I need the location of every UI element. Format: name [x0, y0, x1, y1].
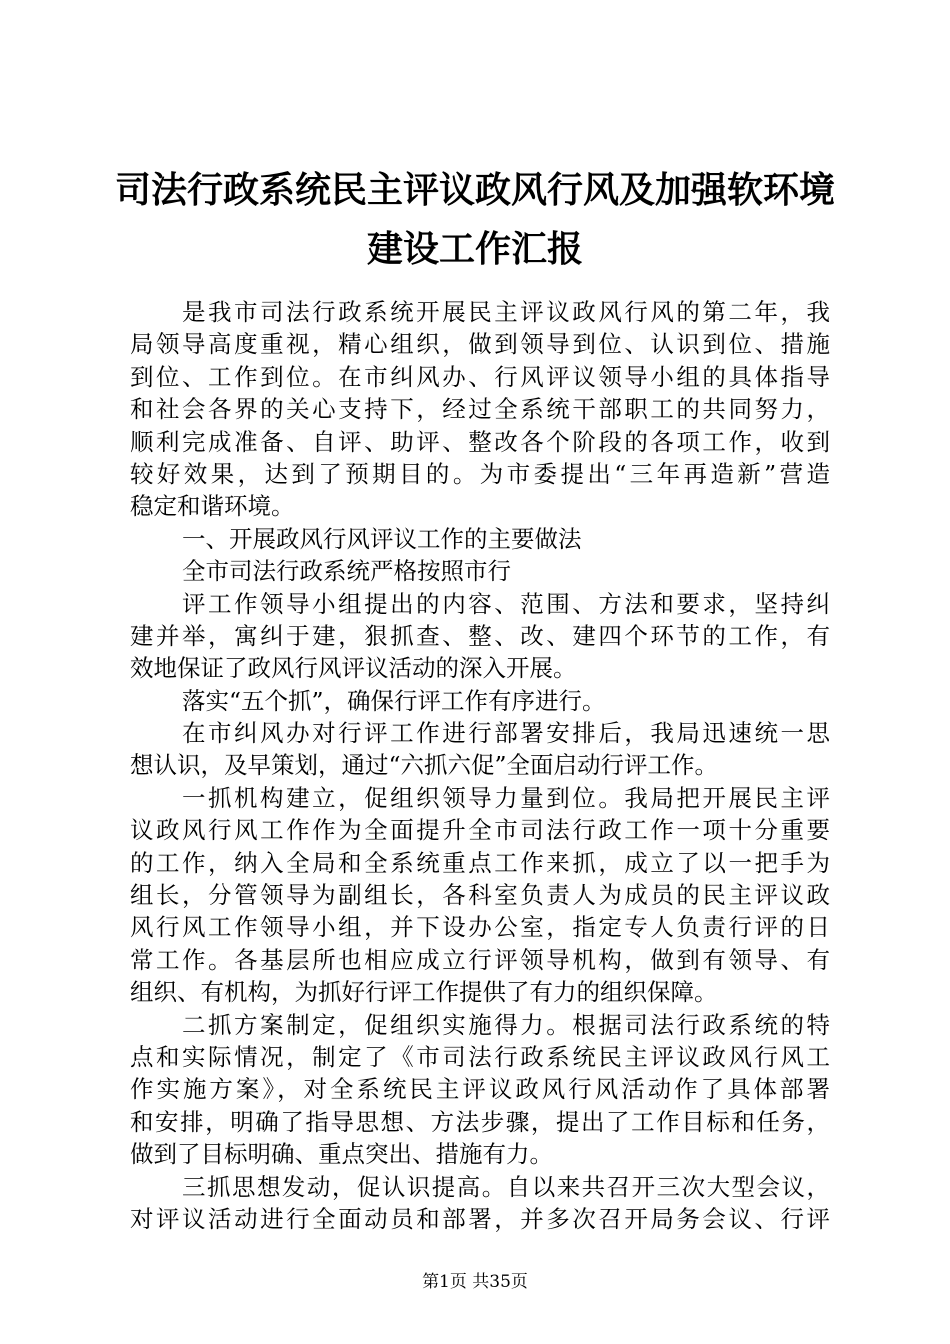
body-line: 和安排，明确了指导思想、方法步骤，提出了工作目标和任务， [130, 1107, 830, 1136]
body-line: 组织、有机构，为抓好行评工作提供了有力的组织保障。 [130, 978, 718, 1007]
body-line: 较好效果，达到了预期目的。为市委提出“三年再造新”营造 [130, 459, 830, 488]
body-line: 顺利完成准备、自评、助评、整改各个阶段的各项工作，收到 [130, 427, 830, 456]
body-line: 到位、工作到位。在市纠风办、行风评议领导小组的具体指导 [130, 362, 830, 391]
body-line: 是我市司法行政系统开展民主评议政风行风的第二年，我 [182, 298, 830, 326]
document-body [130, 296, 830, 1235]
body-line: 稳定和谐环境。 [130, 492, 295, 521]
body-line: 议政风行风工作作为全面提升全市司法行政工作一项十分重要 [130, 816, 830, 845]
body-line: 想认识，及早策划，通过“六抓六促”全面启动行评工作。 [130, 751, 719, 780]
body-line: 一抓机构建立，促组织领导力量到位。我局把开展民主评 [182, 783, 830, 812]
body-line: 和社会各界的关心支持下，经过全系统干部职工的共同努力， [130, 395, 830, 424]
body-line: 的工作，纳入全局和全系统重点工作来抓，成立了以一把手为 [130, 848, 830, 877]
section-heading: 一、开展政风行风评议工作的主要做法 [182, 524, 582, 553]
body-line: 局领导高度重视，精心组织，做到领导到位、认识到位、措施 [130, 330, 830, 359]
body-line: 点和实际情况，制定了《市司法行政系统民主评议政风行风工 [130, 1042, 830, 1071]
document-title-line-2: 建设工作汇报 [366, 228, 583, 270]
body-line: 二抓方案制定，促组织实施得力。根据司法行政系统的特 [182, 1010, 830, 1039]
body-line: 评工作领导小组提出的内容、范围、方法和要求，坚持纠 [182, 589, 830, 618]
body-line: 效地保证了政风行风评议活动的深入开展。 [130, 654, 577, 683]
body-line: 作实施方案》，对全系统民主评议政风行风活动作了具体部署 [130, 1075, 830, 1104]
body-line: 风行风工作领导小组，并下设办公室，指定专人负责行评的日 [130, 913, 830, 942]
page-footer: 第1页 共35页 [422, 1272, 528, 1292]
document-title-line-1: 司法行政系统民主评议政风行风及加强软环境 [114, 169, 835, 211]
body-line: 全市司法行政系统严格按照市行 [182, 557, 511, 586]
body-line: 常工作。各基层所也相应成立行评领导机构，做到有领导、有 [130, 945, 830, 974]
body-line: 在市纠风办对行评工作进行部署安排后，我局迅速统一思 [182, 719, 830, 748]
body-line: 做到了目标明确、重点突出、措施有力。 [130, 1140, 553, 1169]
body-line: 落实“五个抓”，确保行评工作有序进行。 [182, 686, 606, 715]
body-line: 组长，分管领导为副组长，各科室负责人为成员的民主评议政 [130, 881, 830, 910]
body-line: 建并举，寓纠于建，狠抓查、整、改、建四个环节的工作，有 [130, 621, 830, 650]
body-line: 三抓思想发动，促认识提高。自以来共召开三次大型会议， [182, 1172, 830, 1201]
body-line: 对评议活动进行全面动员和部署，并多次召开局务会议、行评 [130, 1204, 830, 1233]
